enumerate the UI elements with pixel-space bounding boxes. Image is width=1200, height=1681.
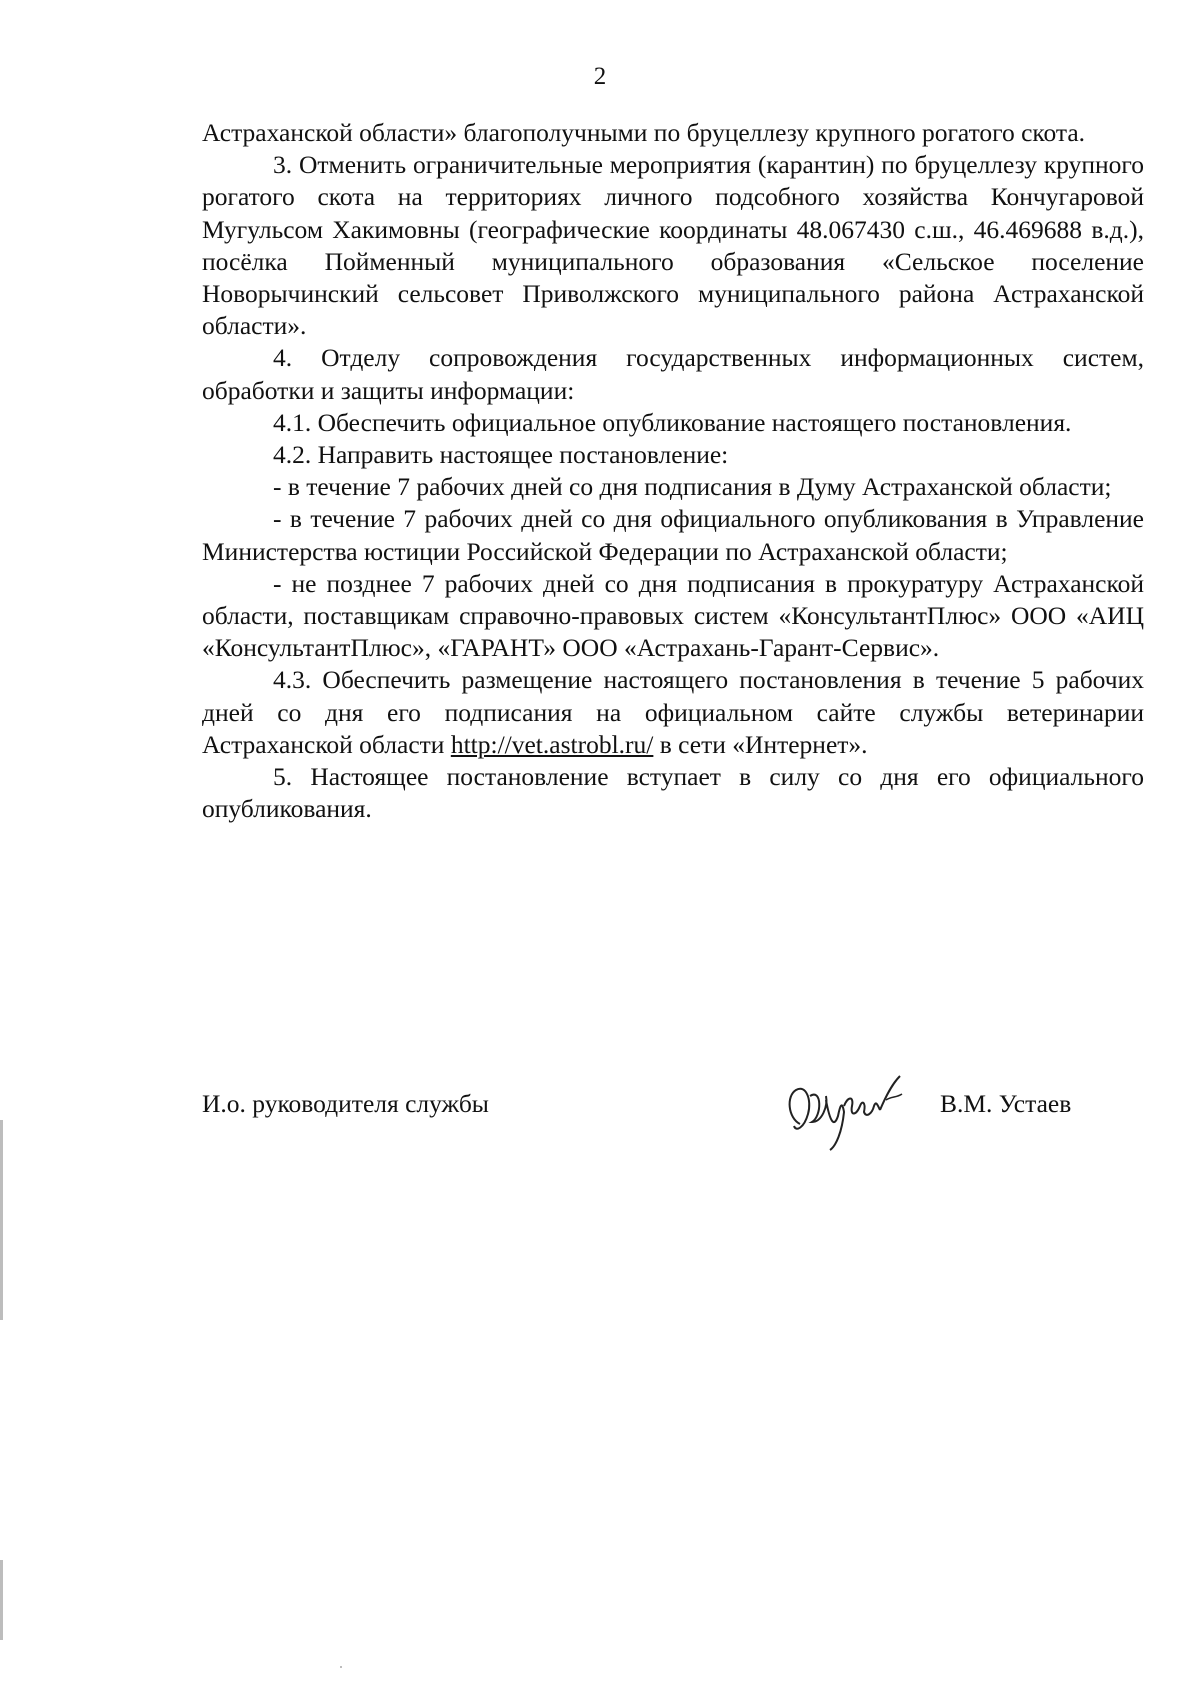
scan-dot xyxy=(340,1666,342,1668)
scan-edge-mark xyxy=(0,1560,3,1640)
signatory-name: В.М. Устаев xyxy=(940,1089,1072,1118)
paragraph-continuation: Астраханской области» благополучными по бруцеллезу крупного рогатого скота. xyxy=(202,118,1086,147)
paragraph-4: 4. Отделу сопровождения государственных информационных систем, обработки и защиты информации: xyxy=(202,343,1144,405)
signatory-title: И.о. руководителя службы xyxy=(202,1089,489,1118)
paragraph-4-3 xyxy=(202,664,1144,761)
paragraph-4-1: 4.1. Обеспечить официальное опубликование настоящего постановления. xyxy=(273,407,1072,437)
paragraph-4-3-tail: в сети «Интернет». xyxy=(653,729,868,759)
page-number: 2 xyxy=(593,63,607,90)
paragraph-4-3-text: 4.3. Обеспечить размещение настоящего постановления в течение 5 рабочих дней со дня его подписания на официальном сайте службы ветеринарии Астраханской области xyxy=(202,665,1144,759)
list-item-justice: - в течение 7 рабочих дней со дня официального опубликования в Управление Министерства юстиции Российской Федерации по Астраханской области; xyxy=(202,504,1144,566)
signature-block xyxy=(0,1084,1200,1174)
paragraph-5: 5. Настоящее постановление вступает в силу со дня его официального опубликования. xyxy=(202,762,1144,824)
list-item-prosecutor: - не позднее 7 рабочих дней со дня подписания в прокуратуру Астраханской области, поставщикам справочно-правовых систем «КонсультантПлюс» ООО «АИЦ «КонсультантПлюс», «ГАРАНТ» ООО «Астрахань-Гарант-Сервис». xyxy=(202,568,1144,663)
paragraph-3: 3. Отменить ограничительные мероприятия (карантин) по бруцеллезу крупного рогатого скота на территориях личного подсобного хозяйства Кончугаровой Мугульсом Хакимовны (географические координаты 48.067430 с.ш., 46.469688 в.д.), посёлка Пойменный муниципального образования «Сельское поселение Новорычинский сельсовет Приволжского муниципального района Астраханской области». xyxy=(202,150,1144,341)
list-item-duma: - в течение 7 рабочих дней со дня подписания в Думу Астраханской области; xyxy=(273,472,1112,502)
handwritten-signature xyxy=(782,1066,912,1166)
website-link[interactable]: http://vet.astrobl.ru/ xyxy=(450,729,654,759)
document-body xyxy=(202,117,1144,825)
paragraph-4-2: 4.2. Направить настоящее постановление: xyxy=(273,440,729,470)
scan-edge-mark xyxy=(0,1120,3,1320)
